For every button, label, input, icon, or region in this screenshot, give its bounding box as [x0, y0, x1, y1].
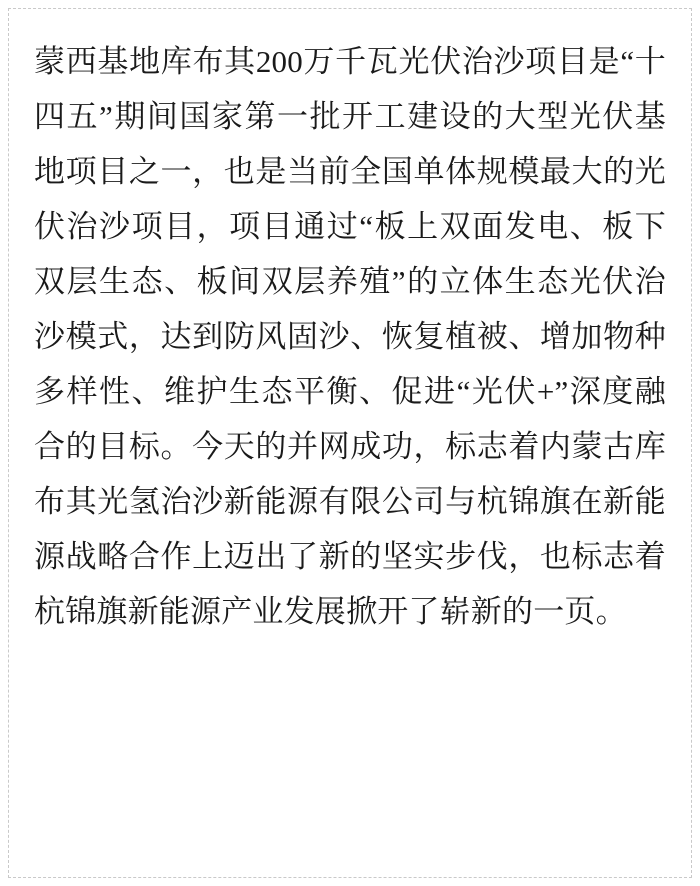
article-body-paragraph: 蒙西基地库布其200万千瓦光伏治沙项目是“十四五”期间国家第一批开工建设的大型光伏基地项目之一，也是当前全国单体规模最大的光伏治沙项目，项目通过“板上双面发电、板下双层生态、板间双层养殖”的立体生态光伏治沙模式，达到防风固沙、恢复植被、增加物种多样性、维护生态平衡、促进“光伏+”深度融合的目标。今天的并网成功，标志着内蒙古库布其光氢治沙新能源有限公司与杭锦旗在新能源战略合作上迈出了新的坚实步伐，也标志着杭锦旗新能源产业发展掀开了崭新的一页。: [34, 44, 666, 629]
document-content: [34, 34, 666, 639]
